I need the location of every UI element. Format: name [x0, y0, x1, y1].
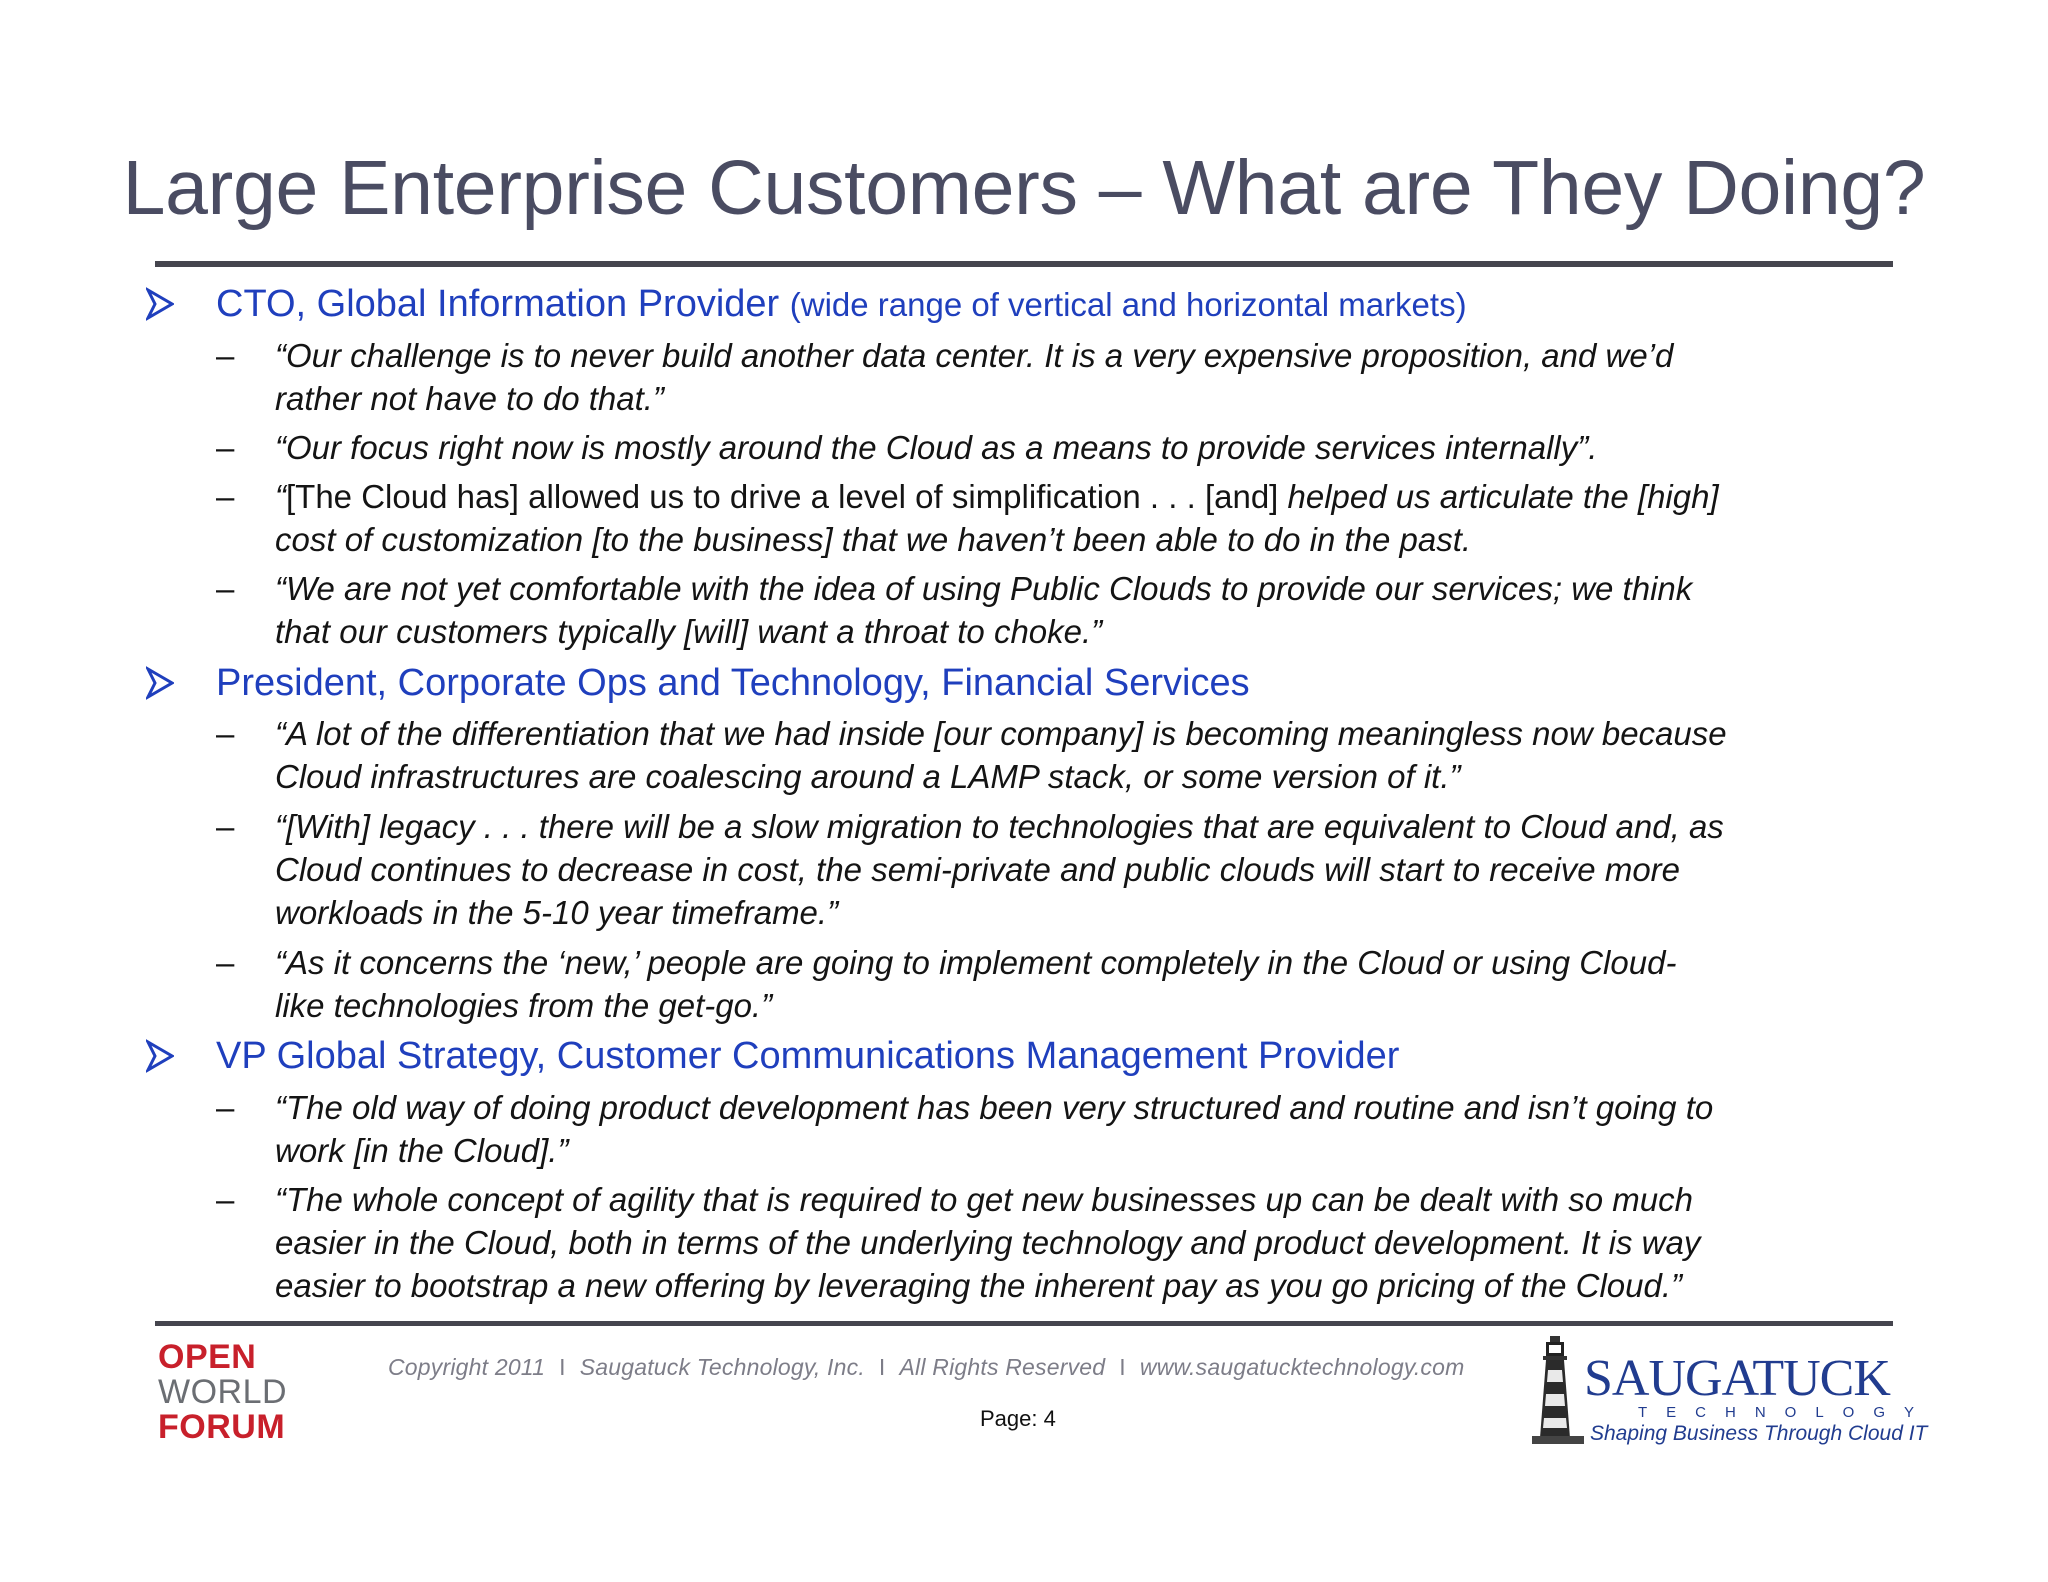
- logo-word: WORLD: [158, 1373, 288, 1411]
- quote-line: Cloud infrastructures are coalescing around a LAMP stack, or some version of it.”: [275, 758, 1461, 795]
- footer-separator: I: [878, 1354, 886, 1380]
- quote-line: “A lot of the differentiation that we had inside [our company] is becoming meaningless now because: [275, 715, 1727, 752]
- quote-text: [275, 334, 1895, 420]
- quote-line: “The whole concept of agility that is required to get new businesses up can be dealt with so much: [275, 1181, 1693, 1218]
- dash-bullet: –: [216, 570, 235, 607]
- arrow-bullet-icon: [146, 665, 174, 701]
- quote-line: “Our focus right now is mostly around the Cloud as a means to provide services internally”.: [275, 429, 1598, 466]
- quote-line: “[The Cloud has] allowed us to drive a level of simplification . . . [and] helped us articulate the [high]: [275, 478, 1719, 515]
- quote-line: Cloud continues to decrease in cost, the semi-private and public clouds will start to receive more: [275, 851, 1681, 888]
- quote-text: [275, 1178, 1895, 1307]
- quote-line: easier in the Cloud, both in terms of the underlying technology and product development. It is way: [275, 1224, 1701, 1261]
- footer-divider: [155, 1321, 1893, 1326]
- quote-item: [0, 941, 2048, 1027]
- section-subheading: (wide range of vertical and horizontal markets): [789, 286, 1467, 323]
- quote-item: [0, 567, 2048, 653]
- copyright-text: Copyright 2011: [388, 1354, 546, 1380]
- quote-text: [275, 567, 1895, 653]
- quote-line: “We are not yet comfortable with the idea of using Public Clouds to provide our services; we think: [275, 570, 1693, 607]
- footer-separator: I: [559, 1354, 566, 1380]
- dash-bullet: –: [216, 1181, 235, 1218]
- logo-word: OPEN: [158, 1338, 257, 1376]
- section-heading-text: CTO, Global Information Provider: [216, 283, 780, 325]
- arrow-bullet-icon: [146, 1038, 174, 1074]
- arrow-bullet-icon: [146, 286, 174, 322]
- quote-item: [0, 426, 2048, 469]
- quote-item: [0, 712, 2048, 798]
- quote-text: [275, 712, 1895, 798]
- footer-url: www.saugatucktechnology.com: [1139, 1354, 1465, 1380]
- section-heading: [216, 282, 1467, 327]
- quote-line: like technologies from the get-go.”: [275, 987, 773, 1024]
- quote-line: cost of customization [to the business] that we haven’t been able to do in the past.: [275, 521, 1472, 558]
- quote-text: [275, 805, 1895, 934]
- lighthouse-icon: [1528, 1330, 1588, 1450]
- section-heading-text: President, Corporate Ops and Technology, Financial Services: [216, 662, 1250, 704]
- quote-item: [0, 805, 2048, 934]
- footer-separator: I: [1119, 1354, 1126, 1380]
- quote-line: “As it concerns the ‘new,’ people are going to implement completely in the Cloud or using Cloud-: [275, 944, 1677, 981]
- quote-line: “Our challenge is to never build another data center. It is a very expensive proposition, and we’d: [275, 337, 1674, 374]
- footer-copyright: [388, 1354, 1464, 1381]
- dash-bullet: –: [216, 944, 235, 981]
- quote-item: [0, 475, 2048, 561]
- page-title: Large Enterprise Customers – What are They Doing?: [122, 145, 1926, 231]
- saugatuck-tagline: Shaping Business Through Cloud IT: [1590, 1422, 1928, 1445]
- logo-word: FORUM: [158, 1408, 286, 1446]
- quote-text: [275, 941, 1895, 1027]
- quote-text: [275, 426, 1895, 469]
- dash-bullet: –: [216, 429, 235, 466]
- quote-line: “The old way of doing product development has been very structured and routine and isn’t going to: [275, 1089, 1714, 1126]
- open-world-forum-logo: [158, 1340, 287, 1445]
- quote-line: “[With] legacy . . . there will be a slow migration to technologies that are equivalent to Cloud and, as: [275, 808, 1724, 845]
- page-number: Page: 4: [980, 1406, 1056, 1431]
- rights-text: All Rights Reserved: [899, 1354, 1106, 1380]
- quote-line: that our customers typically [will] want a throat to choke.”: [275, 613, 1103, 650]
- dash-bullet: –: [216, 478, 235, 515]
- quote-line: rather not have to do that.”: [275, 380, 664, 417]
- dash-bullet: –: [216, 337, 235, 374]
- title-divider: [155, 261, 1893, 267]
- company-text: Saugatuck Technology, Inc.: [579, 1354, 865, 1380]
- saugatuck-logo: [1528, 1330, 1934, 1450]
- saugatuck-brand: SAUGATUCK: [1584, 1350, 1890, 1407]
- quote-item: [0, 1086, 2048, 1172]
- dash-bullet: –: [216, 1089, 235, 1126]
- dash-bullet: –: [216, 715, 235, 752]
- quote-item: [0, 1178, 2048, 1307]
- dash-bullet: –: [216, 808, 235, 845]
- quote-item: [0, 334, 2048, 420]
- quote-line: workloads in the 5-10 year timeframe.”: [275, 894, 839, 931]
- section-heading-text: VP Global Strategy, Customer Communications Management Provider: [216, 1035, 1400, 1077]
- quote-text: [275, 475, 1895, 561]
- quote-line: easier to bootstrap a new offering by leveraging the inherent pay as you go pricing of the Cloud.”: [275, 1267, 1683, 1304]
- section-heading: [216, 1034, 1399, 1078]
- saugatuck-tech: TECHNOLOGY: [1638, 1404, 1934, 1421]
- section-heading: [216, 661, 1250, 705]
- quote-text: [275, 1086, 1895, 1172]
- quote-line: work [in the Cloud].”: [275, 1132, 569, 1169]
